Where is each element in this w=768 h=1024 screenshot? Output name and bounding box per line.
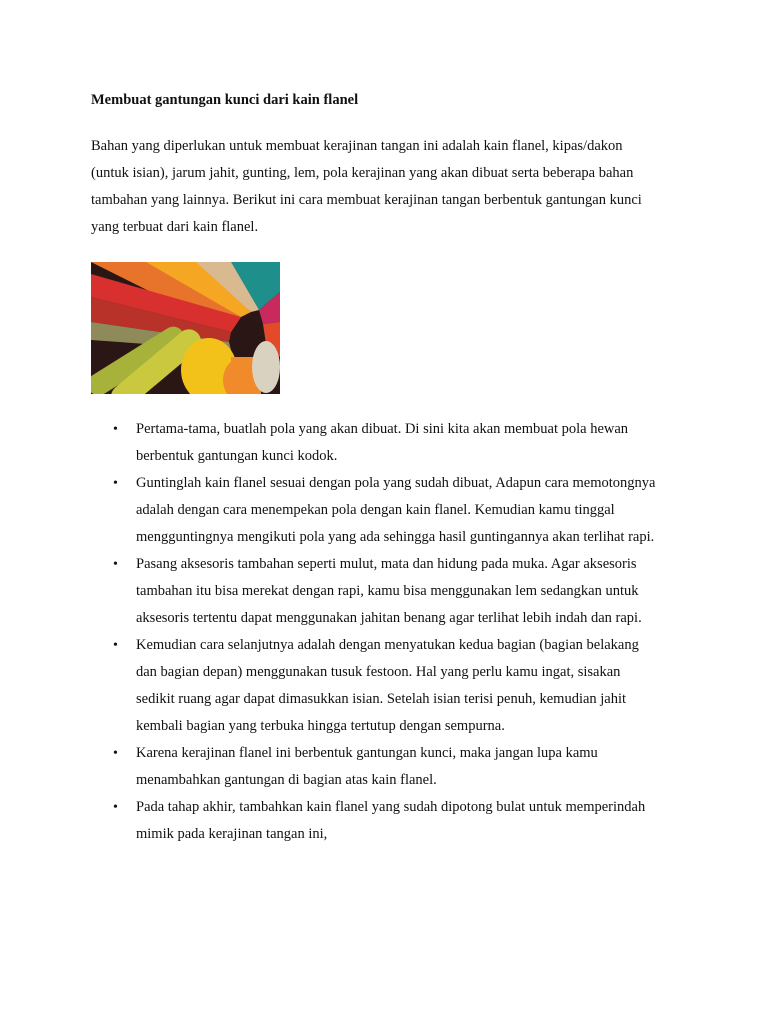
list-item-line: tambahan itu bisa merekat dengan rapi, kamu bisa menggunakan lem sedangkan untuk (136, 583, 639, 599)
bullet-icon: • (113, 638, 118, 653)
list-item-line: mimik pada kerajinan tangan ini, (136, 826, 328, 842)
list-item-line: dan bagian depan) menggunakan tusuk festoon. Hal yang perlu kamu ingat, sisakan (136, 664, 621, 680)
list-item-line: Kemudian cara selanjutnya adalah dengan menyatukan kedua bagian (bagian belakang (136, 637, 639, 653)
list-item-line: aksesoris tertentu dapat menggunakan jahitan benang agar terlihat lebih indah dan rapi. (136, 610, 642, 626)
bullet-icon: • (113, 746, 118, 761)
list-item-line: Pada tahap akhir, tambahkan kain flanel yang sudah dipotong bulat untuk memperindah (136, 799, 646, 815)
list-item-line: adalah dengan cara menempekan pola dengan kain flanel. Kemudian kamu tinggal (136, 502, 615, 518)
list-item (91, 470, 691, 551)
list-item (91, 794, 691, 848)
list-item (91, 632, 691, 740)
list-item-line: Karena kerajinan flanel ini berbentuk gantungan kunci, maka jangan lupa kamu (136, 745, 598, 761)
steps-list (91, 416, 691, 848)
list-item-line: Pertama-tama, buatlah pola yang akan dibuat. Di sini kita akan membuat pola hewan (136, 421, 629, 437)
list-item-line: menambahkan gantungan di bagian atas kain flanel. (136, 772, 437, 788)
list-item-line: kembali bagian yang terbuka hingga tertutup dengan sempurna. (136, 718, 505, 734)
bullet-icon: • (113, 557, 118, 572)
intro-line: Bahan yang diperlukan untuk membuat kerajinan tangan ini adalah kain flanel, kipas/dakon (91, 138, 623, 154)
felt-fabric-image (91, 262, 280, 394)
intro-line: (untuk isian), jarum jahit, gunting, lem, pola kerajinan yang akan dibuat serta beberapa bahan (91, 165, 634, 181)
bullet-icon: • (113, 800, 118, 815)
list-item-line: berbentuk gantungan kunci kodok. (136, 448, 338, 464)
list-item (91, 416, 691, 470)
intro-line: yang terbuat dari kain flanel. (91, 219, 259, 235)
list-item-line: Guntinglah kain flanel sesuai dengan pola yang sudah dibuat, Adapun cara memotongnya (136, 475, 656, 491)
document-title: Membuat gantungan kunci dari kain flanel (91, 92, 359, 108)
list-item-line: mengguntingnya mengikuti pola yang ada sehingga hasil guntingannya akan terlihat rapi. (136, 529, 655, 545)
list-item (91, 551, 691, 632)
bullet-icon: • (113, 476, 118, 491)
list-item (91, 740, 691, 794)
bullet-icon: • (113, 422, 118, 437)
felt-rolls-illustration (91, 262, 280, 394)
intro-paragraph (91, 133, 691, 241)
list-item-line: sedikit ruang agar dapat dimasukkan isian. Setelah isian terisi penuh, kemudian jahit (136, 691, 627, 707)
list-item-line: Pasang aksesoris tambahan seperti mulut, mata dan hidung pada muka. Agar aksesoris (136, 556, 637, 572)
intro-line: tambahan yang lainnya. Berikut ini cara membuat kerajinan tangan berbentuk gantungan kunci (91, 192, 642, 208)
